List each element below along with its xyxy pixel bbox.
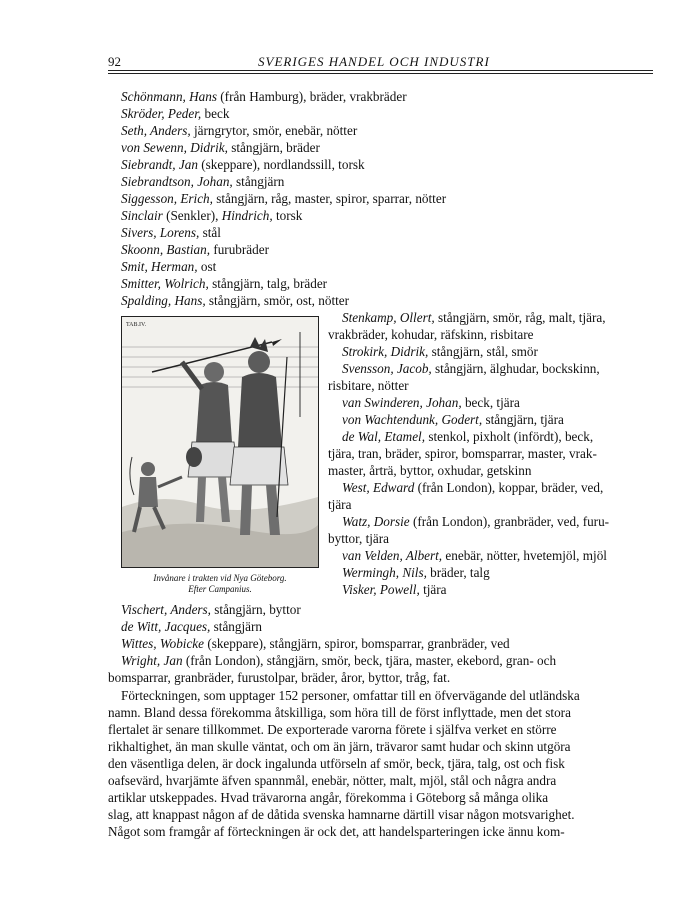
paragraph-line: artiklar utskeppades. Hvad trävarorna angår, förekomma i Göteborg så många olika [108, 790, 549, 805]
plate-label: TAB.IV. [126, 322, 147, 328]
paragraph-line: Förteckningen, som upptager 152 personer, omfattar till en öfvervägande del utländska [121, 688, 580, 703]
entry-line: Skoonn, Bastian, furubräder [121, 242, 269, 257]
entry-line: van Swinderen, Johan, beck, tjära [342, 395, 520, 410]
paragraph-line: slag, att knappast någon af de dåtida svenska hamnarne därtill visar någon motsvarighet. [108, 807, 575, 822]
entry-line: Siebrandtson, Johan, stångjärn [121, 174, 285, 189]
entry-line: bomsparrar, granbräder, furustolpar, bräder, åror, byttor, tråg, fat. [108, 670, 451, 685]
entry-line: Siebrandt, Jan (skeppare), nordlandssill, torsk [121, 157, 365, 172]
entry-line: Spalding, Hans, stångjärn, smör, ost, nötter [121, 293, 350, 308]
entry-line: Vischert, Anders, stångjärn, byttor [121, 602, 301, 617]
caption-line: Efter Campanius. [188, 584, 252, 594]
paragraph-line: oafsevärd, hvarjämte äfven spannmål, enebär, nötter, malt, mjöl, stål och några andra [108, 773, 557, 788]
paragraph-line: namn. Bland dessa förekomma åtskilliga, som höra till de först inflyttade, men det stora [108, 705, 571, 720]
entry-line: Stenkamp, Ollert, stångjärn, smör, råg, malt, tjära, [342, 310, 606, 325]
figure-caption [118, 573, 322, 595]
entry-line: Wittes, Wobicke (skeppare), stångjärn, spiror, bomsparrar, granbräder, ved [121, 636, 510, 651]
caption-line: Invånare i trakten vid Nya Göteborg. [153, 573, 287, 583]
entry-line: Schönmann, Hans (från Hamburg), bräder, vrakbräder [121, 89, 407, 104]
entry-line: van Velden, Albert, enebär, nötter, hvetemjöl, mjöl [342, 548, 607, 563]
page-header [108, 54, 653, 70]
entry-line: Skröder, Peder, beck [121, 106, 230, 121]
entry-line: Siggesson, Erich, stångjärn, råg, master, spiror, sparrar, nötter [121, 191, 447, 206]
entry-line: West, Edward (från London), koppar, bräder, ved, [342, 480, 604, 495]
entry-line: Sinclair (Senkler), Hindrich, torsk [121, 208, 303, 223]
paragraph-line: rikhaltighet, än man skulle väntat, och om än järn, trävaror samt hudar och skinn utgöra [108, 739, 571, 754]
entry-line: tjära, tran, bräder, spiror, bomsparrar, master, vrak- [328, 446, 597, 461]
running-title: SVERIGES HANDEL OCH INDUSTRI [258, 54, 490, 69]
paragraph-line: Något som framgår af förteckningen är ock det, att handelsparteringen icke ännu kom- [108, 824, 565, 839]
entry-line: Strokirk, Didrik, stångjärn, stål, smör [342, 344, 538, 359]
entry-line: Smit, Herman, ost [121, 259, 217, 274]
entry-line: von Wachtendunk, Godert, stångjärn, tjära [342, 412, 564, 427]
paragraph-line: flertalet är senare tillkommet. De exporterade varorna förete i själfva verket en större [108, 722, 557, 737]
entry-line: master, årträ, byttor, oxhudar, getskinn [328, 463, 532, 478]
entry-line: Svensson, Jacob, stångjärn, älghudar, bockskinn, [342, 361, 600, 376]
entry-line: Wermingh, Nils, bräder, talg [342, 565, 490, 580]
entry-line: tjära [328, 497, 352, 512]
page-number: 92 [108, 54, 121, 69]
entry-line: Sivers, Lorens, stål [121, 225, 221, 240]
header-rule-double [108, 73, 653, 74]
entry-line: Visker, Powell, tjära [342, 582, 447, 597]
entry-line: risbitare, nötter [328, 378, 409, 393]
engraving-image [122, 317, 318, 567]
header-rule [108, 70, 653, 71]
entry-line: byttor, tjära [328, 531, 389, 546]
entry-line: vrakbräder, kohudar, räfskinn, risbitare [328, 327, 534, 342]
entry-line: Smitter, Wolrich, stångjärn, talg, bräder [121, 276, 328, 291]
entry-line: von Sewenn, Didrik, stångjärn, bräder [121, 140, 320, 155]
entry-line: de Witt, Jacques, stångjärn [121, 619, 262, 634]
illustration-natives [121, 316, 319, 568]
paragraph-line: den väsentliga delen, är dock ingalunda utförseln af smör, beck, tjära, talg, ost och fisk [108, 756, 565, 771]
entry-line: Seth, Anders, järngrytor, smör, enebär, nötter [121, 123, 358, 138]
entry-line: de Wal, Etamel, stenkol, pixholt (infördt), beck, [342, 429, 594, 444]
entry-line: Watz, Dorsie (från London), granbräder, ved, furu- [342, 514, 610, 529]
entry-line: Wright, Jan (från London), stångjärn, smör, beck, tjära, master, ekebord, gran- och [121, 653, 557, 668]
